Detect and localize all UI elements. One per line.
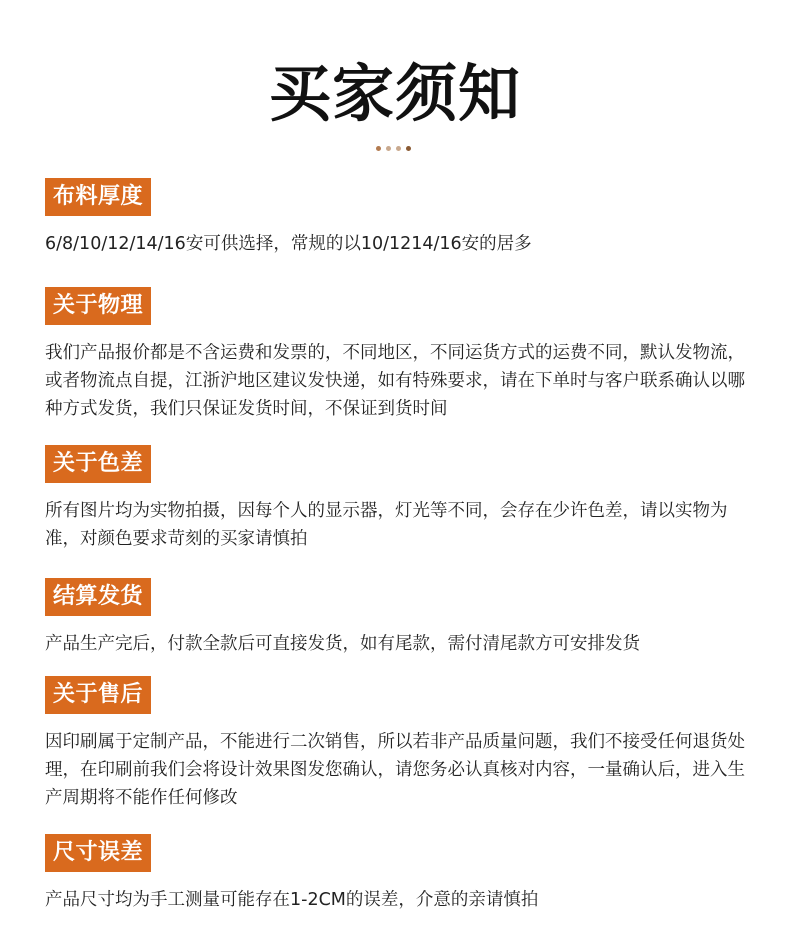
section-text: 所有图片均为实物拍摄，因每个人的显示器，灯光等不同，会存在少许色差，请以实物为准，对颜色要求苛刻的买家请慎拍 xyxy=(45,501,728,549)
section-text: 6/8/10/12/14/16安可供选择，常规的以10/1214/16安的居多 xyxy=(45,234,532,254)
dot-4 xyxy=(406,146,411,151)
section-payment-shipping xyxy=(45,578,745,658)
section-fabric-thickness xyxy=(45,178,745,258)
decorative-dots xyxy=(376,146,411,151)
dot-2 xyxy=(386,146,391,151)
section-text: 我们产品报价都是不含运费和发票的，不同地区，不同运货方式的运费不同，默认发物流，或者物流点自提，江浙沪地区建议发快递，如有特殊要求，请在下单时与客户联系确认以哪种方式发货，我们只保证发货时间，不保证到货时间 xyxy=(45,343,745,419)
section-heading: 尺寸误差 xyxy=(45,834,151,872)
section-text: 产品尺寸均为手工测量可能存在1-2CM的误差，介意的亲请慎拍 xyxy=(45,890,539,910)
dot-1 xyxy=(376,146,381,151)
section-color-difference xyxy=(45,445,745,553)
section-size-error xyxy=(45,834,745,914)
page-title: 买家须知 xyxy=(268,57,521,130)
section-text: 因印刷属于定制产品，不能进行二次销售，所以若非产品质量问题，我们不接受任何退货处理，在印刷前我们会将设计效果图发您确认，请您务必认真核对内容，一量确认后，进入生产周期将不能作任何修改 xyxy=(45,732,745,808)
section-heading: 关于售后 xyxy=(45,676,151,714)
section-logistics xyxy=(45,287,745,423)
section-after-sales xyxy=(45,676,745,812)
section-heading: 布料厚度 xyxy=(45,178,151,216)
dot-3 xyxy=(396,146,401,151)
section-heading: 结算发货 xyxy=(45,578,151,616)
section-heading: 关于色差 xyxy=(45,445,151,483)
section-text: 产品生产完后，付款全款后可直接发货，如有尾款，需付清尾款方可安排发货 xyxy=(45,634,640,654)
section-heading: 关于物理 xyxy=(45,287,151,325)
